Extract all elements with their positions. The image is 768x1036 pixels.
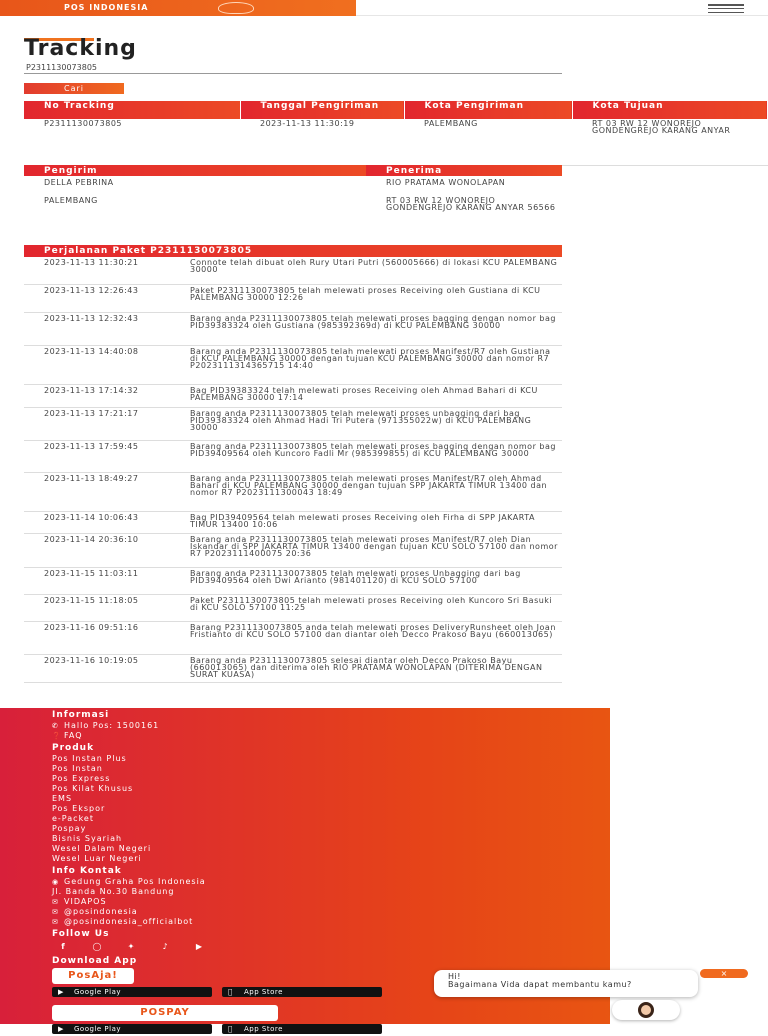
chat-icon: ✉	[52, 898, 59, 906]
event-desc: Bag PID39409564 telah melewati proses Receiving oleh Firha di SPP JAKARTA TIMUR 13400 10:06	[170, 511, 562, 533]
contact-email-link[interactable]	[52, 907, 592, 917]
phone-icon: ✆	[52, 722, 59, 730]
location-pin-icon: ◉	[52, 878, 60, 886]
event-desc: Barang anda P2311130073805 telah melewati proses unbagging dari bag PID39383324 oleh Ahmad Hadi Tri Putera (971355022w) di KCU PALEMBANG 30000	[170, 407, 562, 440]
google-play-icon: ▶	[58, 1025, 64, 1033]
event-date: 2023-11-13 18:49:27	[24, 472, 170, 511]
footer-heading-informasi: Informasi	[52, 710, 110, 720]
hallo-pos-link[interactable]	[52, 721, 592, 731]
produk-link[interactable]: Wesel Dalam Negeri	[52, 844, 152, 853]
email-icon: ✉	[52, 908, 59, 916]
event-desc: Barang anda P2311130073805 telah melewati proses Unbagging dari bag PID39409564 oleh Dwi Arianto (981401120) di KCU SOLO 57100	[170, 567, 562, 594]
produk-link[interactable]: Pos Kilat Khusus	[52, 784, 134, 793]
chat-greeting: Hi!	[448, 972, 461, 981]
hallo-pos-label: Hallo Pos: 1500161	[64, 721, 160, 730]
col-header-penerima: Penerima	[366, 165, 562, 176]
col-header-kota-tujuan: Kota Tujuan	[572, 101, 768, 119]
address-text: Gedung Graha Pos Indonesia	[64, 877, 206, 886]
footer-heading-info-kontak: Info Kontak	[52, 866, 122, 876]
table-row	[24, 194, 562, 238]
event-desc: Paket P2311130073805 telah melewati proses Receiving oleh Gustiana di KCU PALEMBANG 30000 12:26	[170, 284, 562, 312]
event-desc: Barang anda P2311130073805 telah melewati proses Manifest/R7 oleh Ahmad Bahari di KCU PALEMBANG 30000 dengan tujuan SPP JAKARTA TIMUR 13400 dan nomor R7 P2023111300043 18:49	[170, 472, 562, 511]
event-date: 2023-11-13 14:40:08	[24, 345, 170, 384]
posaja-app-logo: PosAja!	[52, 968, 134, 984]
journey-row	[24, 594, 562, 621]
badge-label: App Store	[244, 988, 283, 996]
event-desc: Connote telah dibuat oleh Rury Utari Putri (560005666) di lokasi KCU PALEMBANG 30000	[170, 257, 562, 284]
produk-link[interactable]: Wesel Luar Negeri	[52, 854, 142, 863]
event-date: 2023-11-13 17:59:45	[24, 440, 170, 472]
badge-label: Google Play	[74, 988, 122, 996]
cell-pengirim-name: DELLA PEBRINA	[44, 178, 114, 187]
cell-kota-tujuan: RT 03 RW 12 WONOREJO GONDENGREJO KARANG ANYAR	[572, 119, 768, 165]
event-date: 2023-11-13 17:21:17	[24, 407, 170, 440]
chat-close-icon[interactable]: ×	[700, 969, 748, 978]
assistant-avatar-icon	[638, 1002, 654, 1018]
brand-bar	[0, 0, 356, 16]
event-desc: Barang anda P2311130073805 telah melewati proses Manifest/R7 oleh Dian Iskandar di SPP JAKARTA TIMUR 13400 dengan tujuan KCU SOLO 57100 dan nomor R7 P2023111400075 20:36	[170, 533, 562, 567]
event-date: 2023-11-13 17:14:32	[24, 384, 170, 407]
event-date: 2023-11-13 12:26:43	[24, 284, 170, 312]
col-header-pengirim: Pengirim	[24, 165, 366, 176]
faq-link[interactable]	[52, 731, 592, 741]
cell-penerima-address: RT 03 RW 12 WONOREJO GONDENGREJO KARANG ANYAR 56566	[386, 196, 556, 212]
instagram-icon[interactable]: ◯	[92, 942, 102, 951]
badge-label: App Store	[244, 1025, 283, 1033]
question-icon: ❓	[52, 732, 62, 740]
chat-message: Bagaimana Vida dapat membantu kamu?	[448, 980, 632, 989]
produk-link[interactable]: e-Packet	[52, 814, 94, 823]
event-date: 2023-11-13 12:32:43	[24, 312, 170, 345]
journey-row	[24, 345, 562, 384]
google-play-badge[interactable]	[52, 1024, 212, 1034]
apple-icon	[228, 987, 233, 997]
footer-heading-download: Download App	[52, 956, 138, 966]
produk-link[interactable]: EMS	[52, 794, 73, 803]
apple-icon	[228, 1024, 233, 1034]
journey-row	[24, 284, 562, 312]
col-header-tanggal: Tanggal Pengiriman	[240, 101, 404, 119]
event-desc: Barang anda P2311130073805 telah melewati proses bagging dengan nomor bag PID39383324 oleh Gustiana (985392369d) di KCU PALEMBANG 30000	[170, 312, 562, 345]
event-date: 2023-11-15 11:03:11	[24, 567, 170, 594]
address-line-2: Jl. Banda No.30 Bandung	[52, 887, 175, 896]
chat-avatar[interactable]	[612, 1000, 680, 1020]
youtube-icon[interactable]: ▶	[195, 942, 203, 951]
journey-row	[24, 384, 562, 407]
facebook-icon[interactable]: f	[61, 942, 65, 951]
event-date: 2023-11-15 11:18:05	[24, 594, 170, 621]
app-store-badge[interactable]	[222, 1024, 382, 1034]
footer-heading-produk: Produk	[52, 743, 95, 753]
page-title: Tracking	[24, 36, 137, 61]
event-desc: Barang anda P2311130073805 telah melewati proses bagging dengan nomor bag PID39409564 oleh Kuncoro Fadli Mr (985399855) di KCU PALEMBANG 30000	[170, 440, 562, 472]
footer-heading-follow-us: Follow Us	[52, 929, 110, 939]
parties-table	[24, 165, 562, 238]
journey-row	[24, 407, 562, 440]
pospay-app-logo: POSPAY	[52, 1005, 278, 1021]
vidapos-link[interactable]	[52, 897, 592, 907]
col-header-no-tracking: No Tracking	[24, 101, 240, 119]
journey-header: Perjalanan Paket P2311130073805	[24, 245, 562, 257]
address-line-1	[52, 877, 592, 887]
produk-link[interactable]: Pos Ekspor	[52, 804, 106, 813]
cell-no-tracking: P2311130073805	[24, 119, 240, 165]
col-header-kota-pengiriman: Kota Pengiriman	[404, 101, 572, 119]
event-desc: Barang P2311130073805 anda telah melewati proses DeliveryRunsheet oleh Joan Fristianto di KCU SOLO 57100 dan diantar oleh Decco Prakoso Bayu (660013065)	[170, 621, 562, 654]
journey-row	[24, 533, 562, 567]
search-button[interactable]: Cari	[24, 83, 124, 94]
journey-row	[24, 312, 562, 345]
store-badges-row-2	[52, 1024, 592, 1034]
contact-label: @posindonesia_officialbot	[64, 917, 194, 926]
vidapos-label: VIDAPOS	[64, 897, 107, 906]
google-play-icon: ▶	[58, 988, 64, 996]
cell-kota-pengiriman: PALEMBANG	[404, 119, 572, 165]
table-row	[24, 119, 768, 165]
contact-label: @posindonesia	[64, 907, 138, 916]
event-date: 2023-11-14 20:36:10	[24, 533, 170, 567]
event-desc: Paket P2311130073805 telah melewati proses Receiving oleh Kuncoro Sri Basuki di KCU SOLO 57100 11:25	[170, 594, 562, 621]
tracking-number-input[interactable]	[24, 62, 562, 74]
journey-row	[24, 440, 562, 472]
event-desc: Barang anda P2311130073805 selesai diantar oleh Decco Prakoso Bayu (660013065) dan diterima oleh RIO PRATAMA WONOLAPAN (DITERIMA DENGAN SURAT KUASA)	[170, 654, 562, 682]
tiktok-icon[interactable]: ♪	[162, 942, 168, 951]
brand-logo[interactable]: POS INDONESIA	[64, 3, 149, 12]
cell-penerima-name: RIO PRATAMA WONOLAPAN	[386, 178, 506, 187]
twitter-icon[interactable]: ✦	[127, 942, 135, 951]
journey-row	[24, 472, 562, 511]
brand-emblem-icon	[218, 2, 254, 14]
journey-row	[24, 654, 562, 682]
event-desc: Barang anda P2311130073805 telah melewati proses Manifest/R7 oleh Gustiana di KCU PALEMBANG 30000 dengan tujuan KCU PALEMBANG 30000 dan nomor R7 P2023111314365715 14:40	[170, 345, 562, 384]
event-date: 2023-11-16 09:51:16	[24, 621, 170, 654]
top-navbar	[0, 0, 768, 16]
produk-link[interactable]: Pos Instan	[52, 764, 103, 773]
journey-row	[24, 621, 562, 654]
app-store-badge[interactable]	[222, 987, 382, 997]
event-date: 2023-11-16 10:19:05	[24, 654, 170, 682]
shipment-summary-table	[24, 101, 768, 166]
cell-pengirim-city: PALEMBANG	[44, 196, 98, 205]
journey-row	[24, 257, 562, 284]
journey-row	[24, 511, 562, 533]
event-date: 2023-11-14 10:06:43	[24, 511, 170, 533]
contact-bot-link[interactable]	[52, 917, 592, 927]
social-links	[52, 942, 592, 952]
produk-link[interactable]: Bisnis Syariah	[52, 834, 123, 843]
journey-row	[24, 567, 562, 594]
produk-link[interactable]: Pos Instan Plus	[52, 754, 127, 763]
google-play-badge[interactable]	[52, 987, 212, 997]
hamburger-menu-icon[interactable]	[708, 4, 744, 13]
cell-tanggal: 2023-11-13 11:30:19	[240, 119, 404, 165]
table-row	[24, 176, 562, 194]
produk-link[interactable]: Pos Express	[52, 774, 111, 783]
badge-label: Google Play	[74, 1025, 122, 1033]
event-date: 2023-11-13 11:30:21	[24, 257, 170, 284]
produk-link[interactable]: Pospay	[52, 824, 87, 833]
chat-bubble[interactable]	[434, 970, 698, 997]
email-icon: ✉	[52, 918, 59, 926]
journey-table	[24, 245, 562, 683]
faq-label: FAQ	[64, 731, 83, 740]
event-desc: Bag PID39383324 telah melewati proses Receiving oleh Ahmad Bahari di KCU PALEMBANG 30000 17:14	[170, 384, 562, 407]
